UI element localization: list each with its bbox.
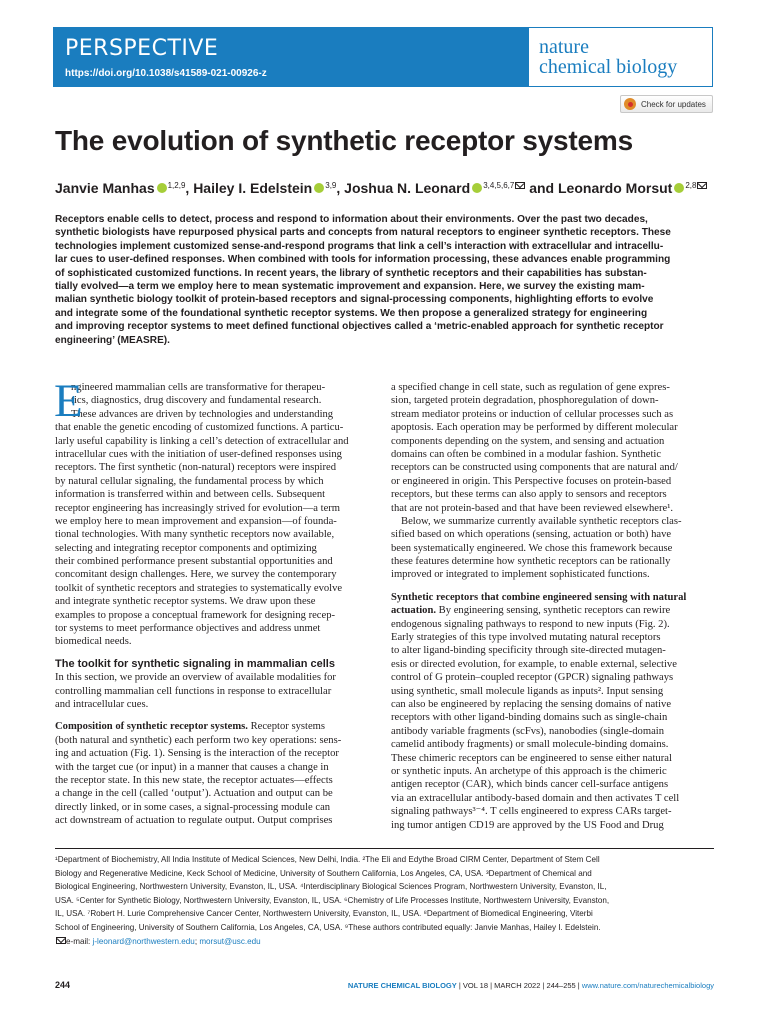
footnote-line: IL, USA. ⁷Robert H. Lurie Comprehensive Cancer Center, Northwestern University, Evanston, IL, USA. ⁸Department of Biomedical Engineering, Viterbi xyxy=(55,909,593,919)
body-text: By engineering sensing, synthetic receptors can rewire xyxy=(436,605,671,617)
article-type-label: PERSPECTIVE xyxy=(65,36,219,61)
body-line: the receptor state. In this new state, the receptor actuates—effects xyxy=(55,774,333,786)
body-line: that enable the genetic encoding of customized functions. A particu- xyxy=(55,422,344,434)
footer-journal-name: NATURE CHEMICAL BIOLOGY xyxy=(347,981,457,990)
body-line: endogenous signaling pathways to respond to new inputs (Fig. 2). xyxy=(391,618,670,630)
abstract-line: engineering’ (MEASRE). xyxy=(55,334,170,346)
affiliations-footnote xyxy=(55,848,714,948)
footnote-line: ¹Department of Biochemistry, All India Institute of Medical Sciences, New Delhi, India. ²The Eli and Edythe Broad CIRM Center, Department of Stem Cell xyxy=(55,855,600,864)
body-line: (both natural and synthetic) each perform two key operations: sens- xyxy=(55,734,342,746)
check-for-updates-button[interactable] xyxy=(620,95,713,113)
body-line: domains can often be combined in a modular fashion. Synthetic xyxy=(391,448,662,460)
body-line: to alter ligand-binding specificity through site-directed mutagen- xyxy=(391,645,666,657)
check-for-updates-label: Check for updates xyxy=(641,99,706,109)
body-line: toolkit of synthetic receptors and strategies to systematically evolve xyxy=(55,582,343,594)
body-column-left xyxy=(54,375,375,828)
email-link[interactable]: morsut@usc.edu xyxy=(199,936,261,946)
banner-type-block xyxy=(54,28,529,86)
author-affiliation: 3,9 xyxy=(325,181,337,190)
footnote-line: USA. ⁵Center for Synthetic Biology, Northwestern University, Evanston, IL, USA. ⁶Chemistry of Life Processes Institute, Northwestern University, Evanston, xyxy=(55,895,610,905)
email-separator: ; xyxy=(194,936,200,946)
body-line: intracellular cues with the initiation of user-defined responses using xyxy=(55,448,342,460)
body-line: tics, diagnostics, drug discovery and fundamental research. xyxy=(71,395,322,407)
email-icon[interactable] xyxy=(697,182,707,189)
body-line: controlling mammalian cell functions in response to extracellular xyxy=(55,685,332,697)
body-line: receptors. The first synthetic (non-natural) receptors were inspired xyxy=(55,462,337,474)
body-line: via an extracellular antibody-based domain and then activates T cell xyxy=(391,792,680,804)
body-line: tional technologies. With many synthetic receptors now available, xyxy=(55,529,335,541)
journal-logo xyxy=(539,37,677,77)
body-line: and intracellular cues. xyxy=(55,698,149,710)
article-title: The evolution of synthetic receptor systems xyxy=(55,125,633,156)
subsection-lead: Composition of synthetic receptor systems. xyxy=(55,721,248,733)
body-line: a specified change in cell state, such as regulation of gene expres- xyxy=(391,382,670,393)
body-line: concomitant design challenges. Here, we survey the contemporary xyxy=(55,569,337,581)
body-line: esis or directed evolution, for example, to enable external, selective xyxy=(391,658,677,670)
body-line: been systematically engineered. We chose this framework because xyxy=(391,542,673,554)
body-line: by natural cellular signaling, the fundamental process by which xyxy=(55,475,324,487)
body-column-right xyxy=(391,381,714,832)
body-line: their combined performance present substantial opportunities and xyxy=(55,556,333,568)
body-line: apoptosis. Each operation may be performed by different molecular xyxy=(391,422,678,434)
body-line: signaling pathways³⁻⁴. T cells engineered to express CARs target- xyxy=(391,806,672,818)
journal-logo-line1: nature xyxy=(539,36,589,58)
orcid-icon[interactable] xyxy=(472,183,482,193)
email-link[interactable]: j-leonard@northwestern.edu xyxy=(92,936,195,946)
body-line: ngineered mammalian cells are transformative for therapeu- xyxy=(71,382,326,393)
body-line: selecting and integrating receptor components and optimizing xyxy=(55,542,317,554)
abstract-line: technologies implement customized sense-and-respond programs that link a cell’s interaction with extracellular and intracellu- xyxy=(55,240,664,252)
author-affiliation: 3,4,5,6,7 xyxy=(483,181,515,190)
section-heading: The toolkit for synthetic signaling in mammalian cells xyxy=(55,657,335,670)
body-line xyxy=(55,720,375,733)
body-line: a change in the cell (called ‘output’). Actuation and output can be xyxy=(55,788,333,800)
page-number: 244 xyxy=(55,980,71,990)
body-line: In this section, we provide an overview of available modalities for xyxy=(55,672,336,684)
email-icon xyxy=(56,937,66,944)
author-name[interactable]: Janvie Manhas xyxy=(55,180,155,196)
body-line xyxy=(391,604,714,617)
body-line: receptors can be constructed using components that are natural and/ xyxy=(391,462,678,474)
body-line: and integrate synthetic receptor systems. We draw upon these xyxy=(55,596,316,608)
body-line: control of G protein–coupled receptor (GPCR) signaling pathways xyxy=(391,672,674,684)
author-name[interactable]: Joshua N. Leonard xyxy=(344,180,471,196)
body-line: improved or integrated to implement sophisticated functions. xyxy=(391,569,650,581)
author-name[interactable]: Hailey I. Edelstein xyxy=(193,180,313,196)
article-banner xyxy=(53,27,713,87)
orcid-icon[interactable] xyxy=(674,183,684,193)
body-line: that are not protein-based and that have been reviewed elsewhere¹. xyxy=(391,502,674,514)
body-line: Below, we summarize currently available synthetic receptors clas- xyxy=(401,515,682,527)
footnote-line: School of Engineering, University of Southern California, Los Angeles, CA, USA. ⁹These authors contributed equally: Janvie Manhas, Hailey I. Edelstein. xyxy=(55,922,601,932)
body-line: receptors with other ligand-binding domains such as single-chain xyxy=(391,712,668,724)
author-list xyxy=(55,180,707,196)
body-line: or engineered in origin. This Perspective focuses on protein-based xyxy=(391,475,672,487)
abstract xyxy=(55,213,714,347)
crossmark-icon xyxy=(624,98,636,110)
author-separator: , xyxy=(185,180,194,196)
footer-citation xyxy=(348,981,714,990)
body-line: directly linked, or in some cases, a signal-processing module can xyxy=(55,801,331,813)
author-name[interactable]: Leonardo Morsut xyxy=(558,180,673,196)
body-line: larly useful capability is linking a cell’s detection of extracellular and xyxy=(55,435,349,447)
doi-link[interactable]: https://doi.org/10.1038/s41589-021-00926-z xyxy=(65,68,267,79)
body-line: biomedical needs. xyxy=(55,636,132,648)
abstract-line: and improving receptor systems to meet defined functional objectives called a ‘metric-enabled approach for synthetic receptor xyxy=(55,321,664,333)
footer-issue-details: | VOL 18 | MARCH 2022 | 244–255 | xyxy=(456,981,582,990)
body-line: ing tumor antigen CD19 are approved by the US Food and Drug xyxy=(391,819,664,831)
email-line xyxy=(55,935,714,949)
subsection-lead: actuation. xyxy=(391,605,437,617)
body-line: antigen receptor (CAR), which binds cancer cell-surface antigens xyxy=(391,779,669,791)
body-line: with the target cue (or input) in a manner that causes a change in xyxy=(55,761,329,773)
orcid-icon[interactable] xyxy=(314,183,324,193)
body-line: antibody variable fragments (scFvs), nanobodies (single-domain xyxy=(391,725,665,737)
footnote-line: Biological Engineering, Northwestern University, Evanston, IL, USA. ⁴Interdisciplinary Biological Sciences Program, Northwestern University, Evanston, IL, xyxy=(55,882,607,892)
author-affiliation: 2,8 xyxy=(685,181,697,190)
body-line: sified based on which operations (sensing, actuation or both) have xyxy=(391,529,672,541)
body-line: these features determine how synthetic receptors can be rationally xyxy=(391,556,671,568)
abstract-line: and integrate some of the foundational synthetic receptor systems. We then propose a generalized strategy for engineering xyxy=(55,307,648,319)
body-line: components depending on the system, and sensing and actuation xyxy=(391,435,665,447)
intro-paragraph xyxy=(54,375,375,649)
body-line: receptor engineering has increasingly strived for evolution—a term xyxy=(55,502,341,514)
journal-logo-line2: chemical biology xyxy=(539,56,678,78)
body-line: examples to propose a conceptual framework for designing recep- xyxy=(55,609,336,621)
body-line: Early strategies of this type involved mutating natural receptors xyxy=(391,632,661,644)
body-line: tor systems to meet performance objectives and address unmet xyxy=(55,623,321,635)
author-separator: , xyxy=(336,180,345,196)
body-line: stream mediator proteins or induction of cellular processes such as xyxy=(391,408,674,420)
body-line: act downstream of actuation to regulate output. Output comprises xyxy=(55,815,333,827)
subsection-lead: Synthetic receptors that combine engineered sensing with natural xyxy=(391,591,687,603)
body-line: can also be engineered by replacing the sensing domains of native xyxy=(391,698,672,710)
body-line: or synthetic inputs. An archetype of this approach is the chimeric xyxy=(391,765,667,777)
author-affiliation: 1,2,9 xyxy=(167,181,186,190)
footer-journal-url[interactable]: www.nature.com/naturechemicalbiology xyxy=(581,981,714,990)
body-line: we employ here to mean improvement and expansion—of founda- xyxy=(55,515,337,527)
footnote-line: Biology and Regenerative Medicine, Keck School of Medicine, University of Southern California, Los Angeles, CA, USA. ³Department of Chemical and xyxy=(55,868,592,878)
author-separator: and xyxy=(525,180,558,196)
abstract-line: synthetic biologists have repurposed physical parts and concepts from natural receptors to engineer synthetic receptors. These xyxy=(55,227,671,239)
body-line: These chimeric receptors can be engineered to sense either natural xyxy=(391,752,672,764)
abstract-line: of sophisticated customized functions. In recent years, the library of synthetic receptors and their capabilities has substan- xyxy=(55,267,647,279)
abstract-line: Receptors enable cells to detect, process and respond to information about their environments. Over the past two decades, xyxy=(55,214,648,225)
body-line: sion, targeted protein degradation, phosphoregulation of down- xyxy=(391,395,659,407)
email-prefix: e-mail: xyxy=(66,936,93,946)
body-line: information is transferred within and between cells. Subsequent xyxy=(55,489,326,501)
body-line: receptors, but these terms can also apply to sensors and receptors xyxy=(391,489,667,501)
email-icon[interactable] xyxy=(515,182,525,189)
abstract-line: lar cues to user-defined responses. When combined with tools for information processing, these advances enable programming xyxy=(55,254,671,266)
body-text: Receptor systems xyxy=(247,721,326,733)
body-line: camelid antibody fragments) or small molecule-binding domains. xyxy=(391,739,669,751)
abstract-line: malian synthetic biology toolkit of protein-based receptors and signal-processing components, highlighting efforts to evolve xyxy=(55,294,654,306)
orcid-icon[interactable] xyxy=(157,183,167,193)
body-line: These advances are driven by technologies and understanding xyxy=(71,408,334,420)
drop-cap: E xyxy=(54,375,83,427)
abstract-line: tially evolved—a term we employ here to mean systematic improvement and expansion. Here, we survey the existing mam- xyxy=(55,281,645,293)
body-line: ing and actuation (Fig. 1). Sensing is the interaction of the receptor xyxy=(55,748,339,760)
body-line: using synthetic, small molecule ligands as inputs². Input sensing xyxy=(391,685,664,697)
